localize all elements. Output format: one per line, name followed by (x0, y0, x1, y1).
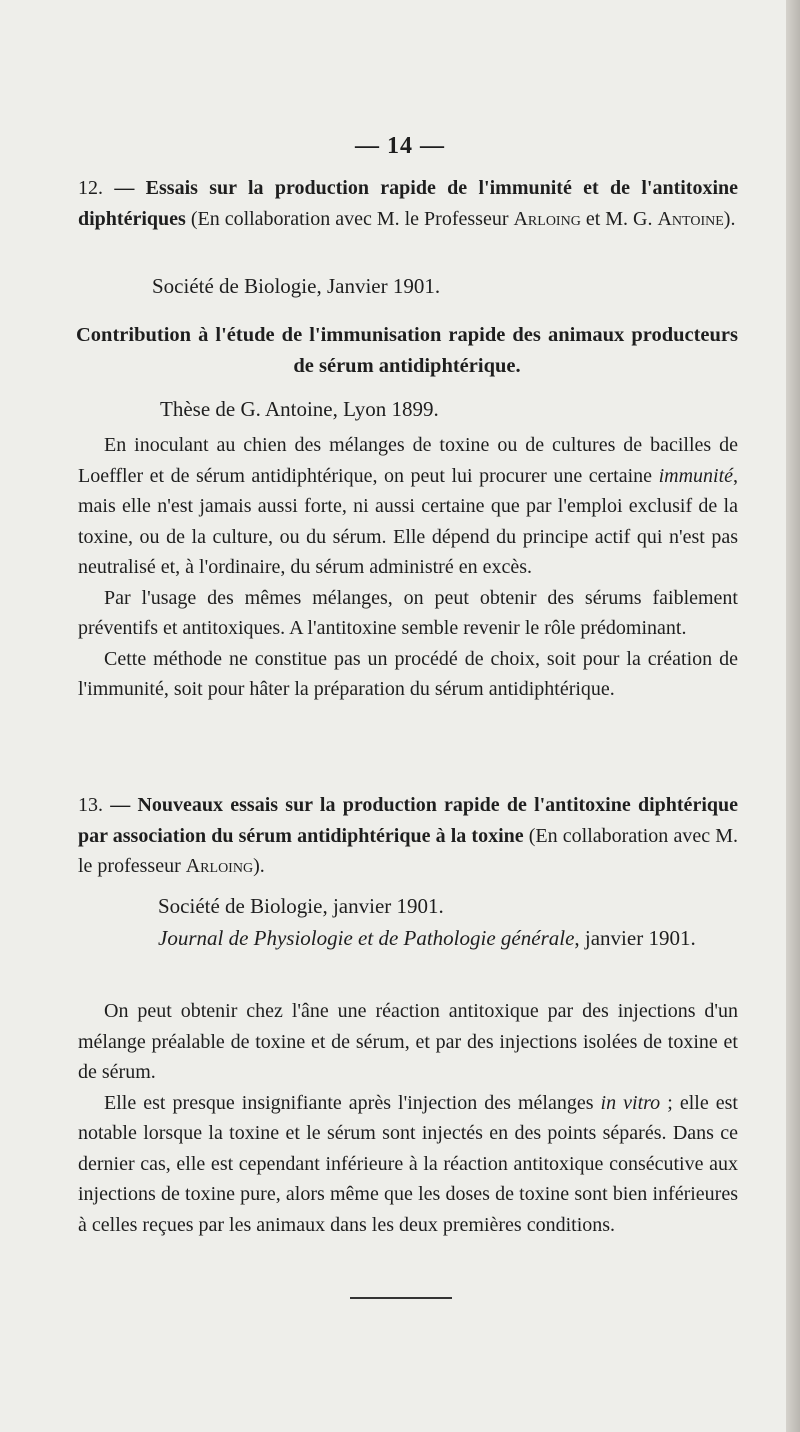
summary-paragraph (78, 1088, 738, 1241)
page-edge (786, 0, 800, 1432)
entry-13-sources (158, 890, 738, 954)
publication-date: , janvier 1901. (574, 926, 696, 950)
collaboration-text: (En collaboration avec M. le Professeur (185, 207, 514, 230)
collaboration-text: (En collaboration avec M. le professeur (78, 824, 738, 877)
paragraph-text: Elle est presque insignifiante après l'injection des mélanges (104, 1091, 601, 1114)
paragraph-text: , mais elle n'est jamais aussi forte, ni aussi certaine que par l'emploi exclusif de la toxine, ou de la culture, ou du sérum. Elle dépend du principe actif qui n'est pas neutralisé et, à l'ordinaire, du sérum administré en excès. (78, 464, 738, 578)
emphasis-text: immunité (658, 464, 733, 487)
emphasis-text: in vitro (600, 1091, 661, 1114)
summary-paragraph: Cette méthode ne constitue pas un procédé de choix, soit pour la création de l'immunité, soit pour hâter la préparation du sérum antidiphtérique. (78, 647, 738, 700)
author-name: Antoine (657, 207, 724, 230)
entry-dash: — (110, 794, 131, 816)
paragraph-text: ; elle est notable lorsque la toxine et le sérum sont injectés en des points séparés. Dans ce dernier cas, elle est cependant inférieure à la réaction antitoxique consécutive aux injections de toxine pure, alors même que les doses de toxine sont bien inférieures à celles reçues par les animaux dans les deux premières conditions. (78, 1091, 738, 1236)
summary-paragraph: Par l'usage des mêmes mélanges, on peut obtenir des sérums faiblement préventifs et antitoxiques. A l'antitoxine semble revenir le rôle prédominant. (78, 586, 738, 639)
entry-13-summary (78, 996, 738, 1240)
closing-rule (350, 1297, 452, 1299)
summary-paragraph: On peut obtenir chez l'âne une réaction antitoxique par des injections d'un mélange préalable de toxine et de sérum, et par des injections isolées de toxine et de sérum. (78, 1000, 738, 1083)
paragraph-text: En inoculant au chien des mélanges de toxine ou de cultures de bacilles de Loeffler et de sérum antidiphtérique, on peut lui procurer une certaine (78, 434, 738, 487)
journal-title: Journal de Physiologie et de Pathologie générale (158, 926, 575, 950)
summary-paragraph (78, 430, 738, 583)
author-name: Arloing (513, 207, 581, 230)
page-number: — 14 — (355, 133, 445, 159)
entry-title: Essais sur la production rapide de l'immunité et de l'antitoxine diphtériques (78, 177, 739, 230)
collaboration-text: ). (253, 855, 265, 877)
entry-number: 13. (78, 794, 103, 816)
publication-source: Société de Biologie, Janvier 1901. (152, 274, 441, 298)
thesis-title: Contribution à l'étude de l'immunisation rapide des animaux producteurs de sérum antidiphtérique. (76, 324, 738, 377)
thesis-title-block (76, 320, 738, 382)
entry-dash: — (114, 177, 135, 199)
publication-source (158, 922, 738, 954)
publication-source: Société de Biologie, janvier 1901. (158, 894, 444, 918)
entry-12-heading (78, 173, 738, 234)
entry-number: 12. (78, 177, 103, 199)
collaboration-text: ). (723, 207, 736, 230)
entry-13-heading (78, 790, 738, 882)
thesis-source: Thèse de G. Antoine, Lyon 1899. (160, 397, 439, 421)
entry-title: Nouveaux essais sur la production rapide de l'antitoxine diphtérique par association du sérum antidiphtérique à la toxine (78, 794, 738, 847)
collaboration-text: et M. G. (580, 207, 658, 230)
entry-12-summary (78, 430, 738, 705)
author-name: Arloing (185, 855, 254, 877)
